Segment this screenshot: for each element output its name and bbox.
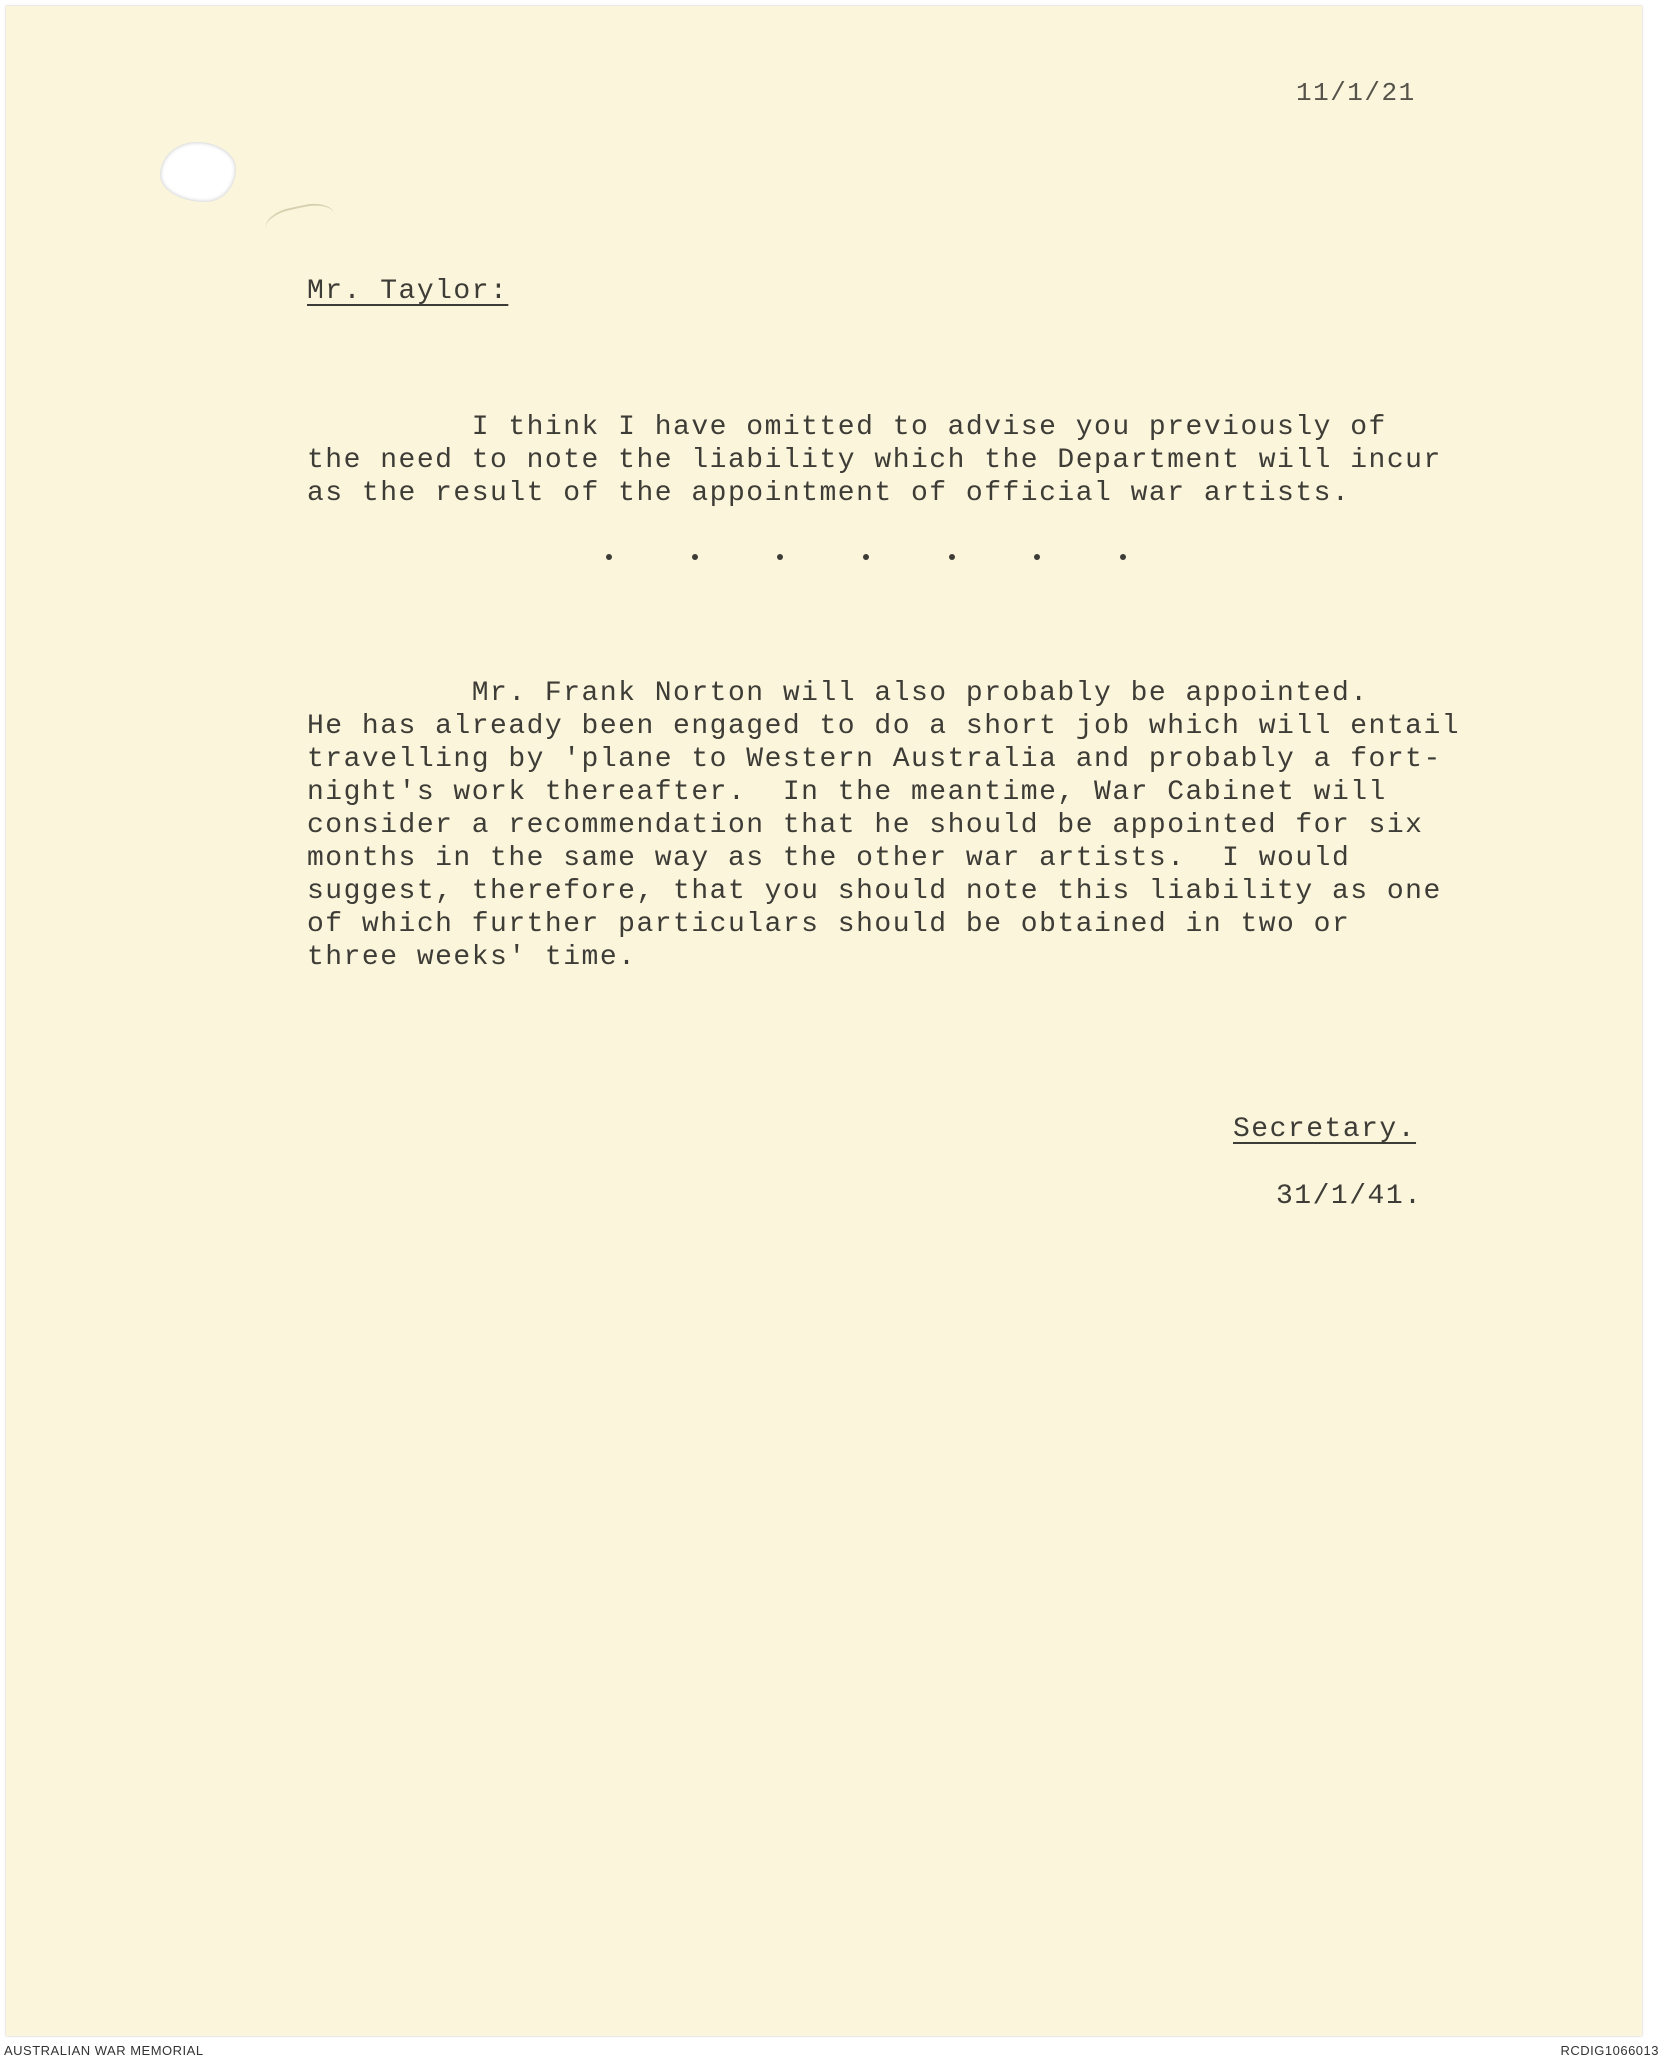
separator-dot — [692, 554, 698, 560]
punch-hole — [160, 142, 236, 202]
separator-dot — [863, 554, 869, 560]
paragraph-2: Mr. Frank Norton will also probably be appointed. He has already been engaged to do a short job which will entail travelling by 'plane to Western Australia and probably a fort- night's work thereafter. In the meantime, War Cabinet will consider a recommendation that he should be appointed for six months in the same way as the other war artists. I would suggest, therefore, that you should note this liability as one of which further particulars should be obtained in two or three weeks' time. — [307, 678, 1461, 973]
document-sheet — [6, 6, 1642, 2036]
signoff: Secretary. — [1233, 1114, 1417, 1145]
separator-dot — [1034, 554, 1040, 560]
separator-dot — [949, 554, 955, 560]
separator-dot — [777, 554, 783, 560]
reference-number: 11/1/21 — [1296, 78, 1416, 108]
document-date: 31/1/41. — [1276, 1181, 1423, 1212]
paper-crease — [263, 199, 339, 251]
separator-dot — [1120, 554, 1126, 560]
salutation: Mr. Taylor: — [307, 276, 509, 307]
ellipsis-separator — [606, 554, 1126, 560]
paragraph-1: I think I have omitted to advise you previously of the need to note the liability which the Department will incur as the result of the appointment of official war artists. — [307, 412, 1442, 509]
footer-source: AUSTRALIAN WAR MEMORIAL — [4, 2043, 204, 2058]
separator-dot — [606, 554, 612, 560]
footer-id: RCDIG1066013 — [1560, 2043, 1659, 2058]
